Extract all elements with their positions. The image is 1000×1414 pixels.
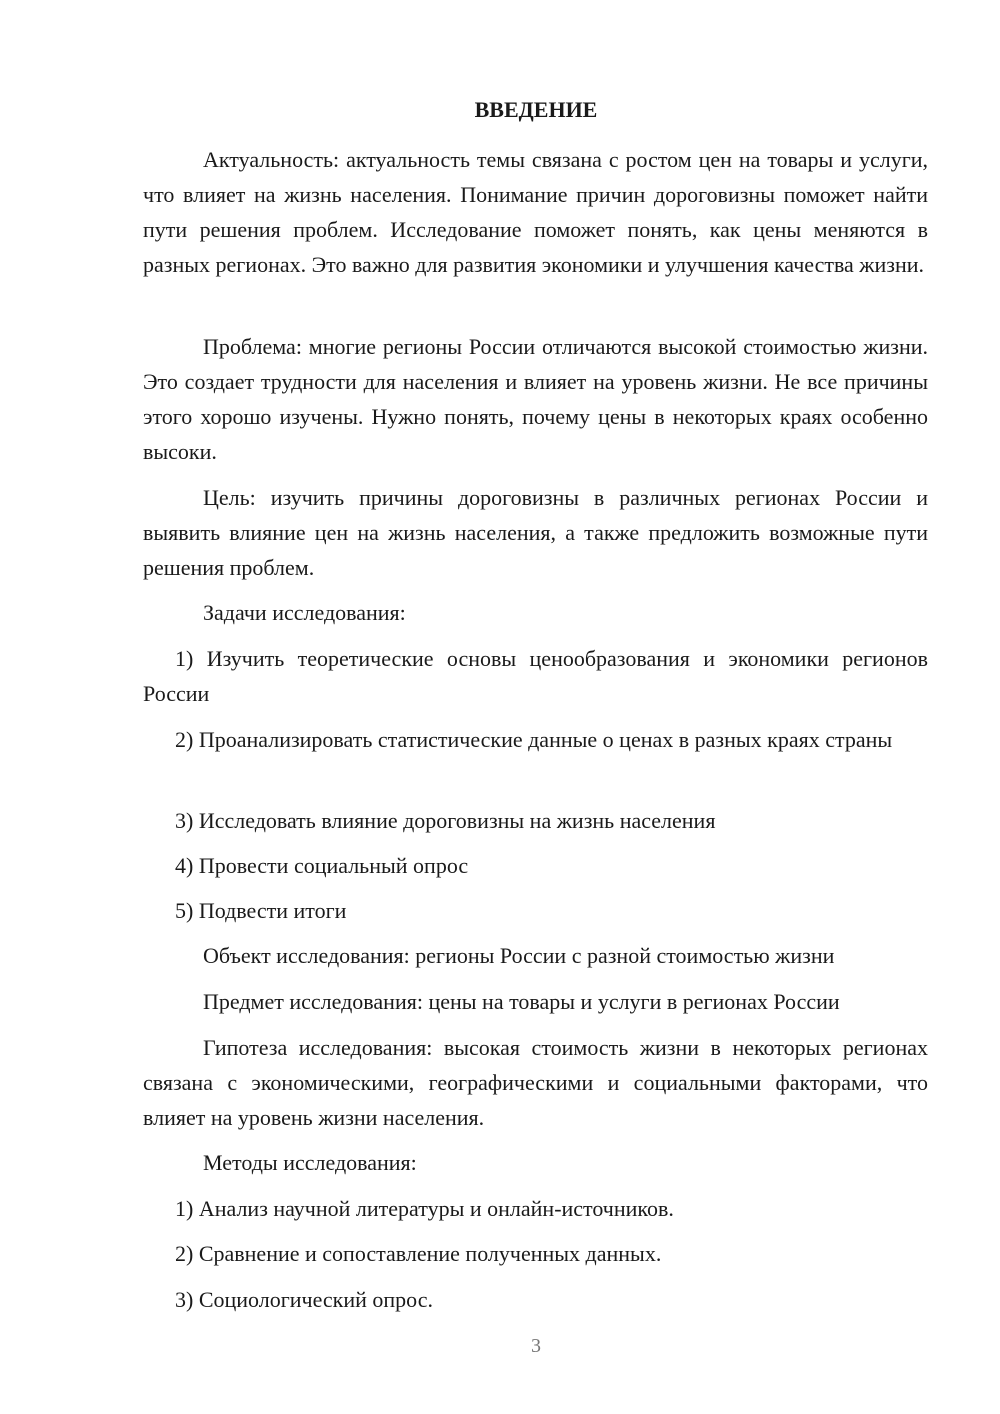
tasks-heading: Задачи исследования: (203, 600, 406, 625)
paragraph-relevance: Актуальность: актуальность темы связана с ростом цен на товары и услуги, что влияет на жизнь населения. Понимание причин дороговизны поможет найти пути решения проблем. Исследование поможет понять, как цены меняются в разных регионах. Это важно для развития экономики и улучшения качества жизни. (143, 147, 928, 277)
paragraph-hypothesis: Гипотеза исследования: высокая стоимость жизни в некоторых регионах связана с экономическими, географическими и социальными факторами, что влияет на уровень жизни населения. (143, 1035, 928, 1130)
paragraph-subject: Предмет исследования: цены на товары и услуги в регионах России (203, 989, 840, 1014)
list-item-task-1: 1) Изучить теоретические основы ценообразования и экономики регионов России (143, 646, 928, 706)
paragraph-object: Объект исследования: регионы России с разной стоимостью жизни (203, 943, 835, 968)
list-item-task-2: 2) Проанализировать статистические данные о ценах в разных краях страны (175, 727, 893, 752)
paragraph-problem: Проблема: многие регионы России отличаются высокой стоимостью жизни. Это создает трудности для населения и влияет на уровень жизни. Не все причины этого хорошо изучены. Нужно понять, почему цены в некоторых краях особенно высоки. (143, 334, 928, 464)
page-title: ВВЕДЕНИЕ (474, 97, 598, 122)
methods-heading: Методы исследования: (203, 1150, 417, 1175)
list-item-task-4: 4) Провести социальный опрос (175, 853, 469, 878)
list-item-task-3: 3) Исследовать влияние дороговизны на жизнь населения (175, 808, 716, 833)
paragraph-goal: Цель: изучить причины дороговизны в различных регионах России и выявить влияние цен на жизнь населения, а также предложить возможные пути решения проблем. (143, 485, 928, 580)
list-item-task-5: 5) Подвести итоги (175, 898, 347, 923)
list-item-method-3: 3) Социологический опрос. (175, 1287, 433, 1312)
page-number: 3 (531, 1335, 541, 1357)
list-item-method-2: 2) Сравнение и сопоставление полученных данных. (175, 1241, 662, 1266)
list-item-method-1: 1) Анализ научной литературы и онлайн-источников. (175, 1196, 674, 1221)
